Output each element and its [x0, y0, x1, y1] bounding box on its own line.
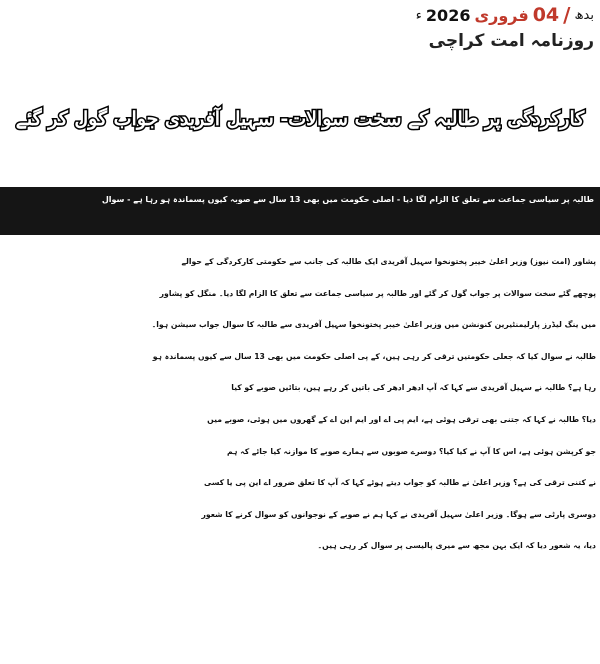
- dateline-weekday: بدھ: [574, 7, 594, 23]
- body-line-10: دیا، یہ شعور دیا کہ ایک بہن مجھ سے میری پالیسی پر سوال کر رہی ہیں۔: [317, 541, 596, 551]
- body-line-6: دیا؟ طالبہ نے کہا کہ جتنی بھی ترقی ہوئی ہے، ایم پی اے اور ایم این اے کے گھروں میں ہوئی، صوبے میں: [207, 414, 596, 424]
- body-line-5: رہا ہے؟ طالبہ نے سہیل آفریدی سے کہا کہ آپ ادھر ادھر کی باتیں کر رہے ہیں، بتائیں صوبے کو کیا: [231, 383, 596, 393]
- dateline-suffix: ء: [415, 7, 422, 23]
- body-line-3: میں ینگ لیڈرز پارلیمنٹیرین کنونشن میں وزیر اعلیٰ خیبر پختونخوا سہیل آفریدی سے طالبہ کا سوال جواب سیشن ہوا۔: [151, 320, 596, 330]
- body-line-2: پوچھے گئے سخت سوالات پر جواب گول کر گئے اور طالبہ پر سیاسی جماعت سے تعلق کا الزام لگا دیا۔ منگل کو پشاور: [159, 288, 596, 298]
- body-line-8: نے کتنی ترقی کی ہے؟ وزیر اعلیٰ نے طالبہ کو جواب دیتے ہوئے کہا کہ آپ کا تعلق ضرور اے این پی یا کسی: [204, 478, 596, 488]
- body-line-9: دوسری پارٹی سے ہوگا۔ وزیر اعلیٰ سہیل آفریدی نے کہا ہم نے صوبے کے نوجوانوں کو سوال کرنے کا شعور: [201, 509, 596, 519]
- dateline-day: 04: [532, 4, 560, 26]
- article-body: [4, 246, 596, 562]
- dateline-year: 2026: [425, 5, 471, 25]
- body-line-4: طالبہ نے سوال کیا کہ جعلی حکومتیں ترقی کر رہی ہیں، کے پی اصلی حکومت میں بھی 13 سال سے کیوں پسماندہ ہو: [152, 351, 596, 361]
- subheadline-line-1: طالبہ پر سیاسی جماعت سے تعلق کا الزام لگا دیا - اصلی حکومت میں بھی 13 سال سے صوبہ کیوں پسماندہ ہو رہا ہے - سوال: [101, 195, 594, 204]
- body-line-1: پشاور (امت نیوز) وزیر اعلیٰ خیبر پختونخوا سہیل آفریدی ایک طالبہ کی جانب سے حکومتی کارکردگی کے حوالے: [181, 257, 596, 266]
- subheadline-bar: [0, 187, 600, 235]
- body-line-7: جو کرپشن ہوئی ہے، اس کا آپ نے کیا کیا؟ دوسرے صوبوں سے ہمارے صوبے کا موازنہ کیا جائے کہ ہم: [227, 446, 596, 456]
- headline-block: [8, 64, 592, 176]
- dateline-month: فروری: [474, 5, 529, 25]
- headline: کارکردگی پر طالبہ کے سخت سوالات- سہیل آفریدی جواب گول کر گئے: [15, 108, 585, 131]
- newspaper-name: روزنامہ امت کراچی: [428, 31, 594, 51]
- dateline-separator: /: [563, 3, 571, 27]
- dateline: [416, 2, 594, 28]
